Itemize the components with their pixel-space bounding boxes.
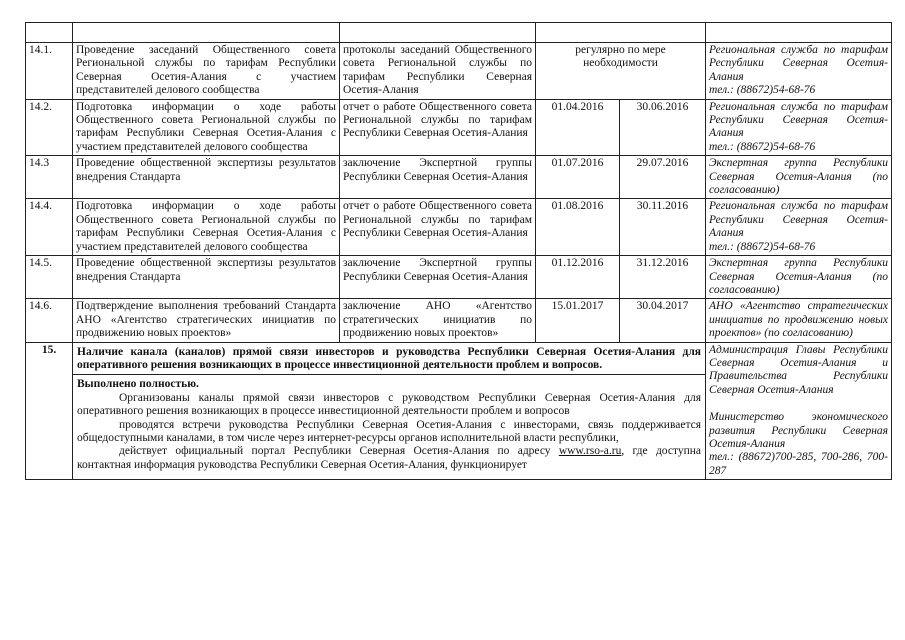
event-cell: Подготовка информации о ходе работы Общественного совета Региональной службы по тарифам Республики Северная Осетия-Алания с участием представителей делового сообщества — [73, 199, 340, 256]
blank-cell — [26, 23, 73, 43]
table-row — [26, 156, 892, 199]
responsible-cell — [706, 199, 892, 256]
responsible-cell — [706, 299, 892, 342]
blank-cell — [73, 23, 340, 43]
responsible-org: Экспертная группа Республики Северная Осетия-Алания (по согласованию) — [709, 257, 888, 296]
result-cell: протоколы заседаний Общественного совета Региональной службы по тарифам Республики Северная Осетия-Алания — [340, 43, 536, 100]
row-number: 14.6. — [26, 299, 73, 342]
result-cell: заключение Экспертной группы Республики Северная Осетия-Алания — [340, 256, 536, 299]
responsible-cell — [706, 43, 892, 100]
responsible-cell — [706, 256, 892, 299]
responsible-org: Региональная служба по тарифам Республики Северная Осетия-Алания — [709, 100, 888, 140]
blank-cell — [340, 23, 536, 43]
table-row — [26, 299, 892, 342]
result-cell: заключение АНО «Агентство стратегических инициатив по продвижению новых проектов» — [340, 299, 536, 342]
result-cell: заключение Экспертной группы Республики Северная Осетия-Алания — [340, 156, 536, 199]
row-number: 14.4. — [26, 199, 73, 256]
end-date: 30.06.2016 — [620, 99, 706, 156]
period-cell: регулярно по мере необходимости — [536, 43, 706, 100]
responsible-cell — [706, 99, 892, 156]
section-15-row — [26, 342, 892, 480]
result-cell: отчет о работе Общественного совета Региональной службы по тарифам Республики Северная Осетия-Алания — [340, 99, 536, 156]
responsible-phone: тел.: (88672)54-68-76 — [709, 84, 816, 97]
responsible-phone: тел.: (88672)54-68-76 — [709, 240, 816, 253]
paragraph-1: Организованы каналы прямой связи инвесторов с руководством Республики Северная Осетия-Алания для оперативного решения возникающих в процессе инвестиционной деятельности проблем и вопросов — [77, 391, 701, 418]
responsible-org: Министерство экономического развития Республики Северная Осетия-Алания — [709, 411, 888, 450]
responsible-org: Региональная служба по тарифам Республики Северная Осетия-Алания — [709, 44, 888, 83]
spacer — [709, 397, 888, 411]
table-row — [26, 99, 892, 156]
event-cell: Подготовка информации о ходе работы Общественного совета Региональной службы по тарифам Республики Северная Осетия-Алания с участием представителей делового сообщества — [73, 99, 340, 156]
portal-link[interactable]: www.rso-a.ru — [558, 445, 622, 458]
responsible-org: АНО «Агентство стратегических инициатив по продвижению новых проектов» (по согласованию) — [709, 300, 888, 340]
start-date: 01.12.2016 — [536, 256, 620, 299]
end-date: 30.11.2016 — [620, 199, 706, 256]
event-cell: Проведение общественной экспертизы результатов внедрения Стандарта — [73, 256, 340, 299]
section-title: Наличие канала (каналов) прямой связи инвесторов и руководства Республики Северная Осетия-Алания для оперативного решения возникающих в процессе инвестиционной деятельности проблем и вопросов. — [77, 345, 701, 371]
row-number: 14.2. — [26, 99, 73, 156]
plan-table — [25, 22, 892, 480]
paragraph-3-text: действует официальный портал Республики Северная Осетия-Алания по адресу — [119, 445, 559, 458]
event-cell: Подтверждение выполнения требований Стандарта АНО «Агентство стратегических инициатив по продвижению новых проектов» — [73, 299, 340, 342]
blank-cell — [536, 23, 706, 43]
start-date: 01.08.2016 — [536, 199, 620, 256]
event-cell: Проведение заседаний Общественного совета Региональной службы по тарифам Республики Северная Осетия-Алания с участием представителей делового сообщества — [73, 43, 340, 100]
responsible-org: Региональная служба по тарифам Республики Северная Осетия-Алания — [709, 200, 888, 240]
responsible-org: Администрация Главы Республики Северная Осетия-Алания и Правительства Республики Северная Осетия-Алания — [709, 343, 888, 396]
section-body — [73, 374, 705, 472]
table-row — [26, 199, 892, 256]
blank-cell — [706, 23, 892, 43]
end-date: 29.07.2016 — [620, 156, 706, 199]
responsible-org: Экспертная группа Республики Северная Осетия-Алания (по согласованию) — [709, 157, 888, 197]
start-date: 01.07.2016 — [536, 156, 620, 199]
row-number: 14.3 — [26, 156, 73, 199]
paragraph-3-text-end: , где доступна контактная информация руководства Республики Северная Осетия-Алания, функционирует — [77, 445, 701, 471]
paragraph-2: проводятся встречи руководства Республики Северная Осетия-Алания с инвесторами, связь поддерживается общедоступными каналами, в том числе через интернет-ресурсы органов исполнительной власти республики, — [77, 418, 701, 444]
section-content — [73, 342, 706, 480]
event-cell: Проведение общественной экспертизы результатов внедрения Стандарта — [73, 156, 340, 199]
paragraph-3 — [77, 445, 701, 472]
end-date: 30.04.2017 — [620, 299, 706, 342]
start-date: 15.01.2017 — [536, 299, 620, 342]
row-number: 14.5. — [26, 256, 73, 299]
result-cell: отчет о работе Общественного совета Региональной службы по тарифам Республики Северная Осетия-Алания — [340, 199, 536, 256]
responsible-phone: тел.: (88672)54-68-76 — [709, 140, 816, 153]
responsible-cell — [706, 342, 892, 480]
status-text: Выполнено полностью. — [77, 378, 199, 391]
table-row — [26, 256, 892, 299]
responsible-phone: тел.: (88672)700-285, 700-286, 700-287 — [709, 451, 888, 477]
section-number: 15. — [26, 342, 73, 480]
start-date: 01.04.2016 — [536, 99, 620, 156]
row-number: 14.1. — [26, 43, 73, 100]
responsible-cell — [706, 156, 892, 199]
header-blank-row — [26, 23, 892, 43]
end-date: 31.12.2016 — [620, 256, 706, 299]
table-row — [26, 43, 892, 100]
